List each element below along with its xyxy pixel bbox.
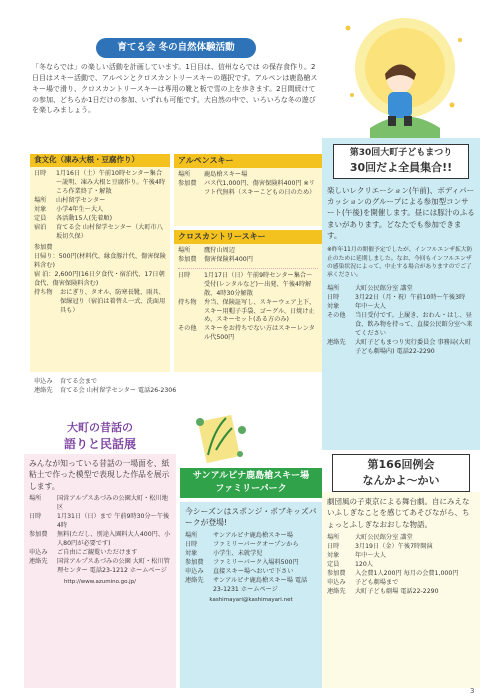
food-culture-panel xyxy=(30,154,170,372)
detail-row xyxy=(185,559,317,568)
food-culture-header: 食文化（凍み大根・豆腐作り） xyxy=(30,154,170,167)
detail-label: 対象 xyxy=(34,205,47,213)
detail-value: 大町子ども劇場 電話22-2290 xyxy=(355,587,439,595)
familypark-title-line1: サンアルピナ鹿島槍スキー場 xyxy=(192,471,310,481)
flower-icon xyxy=(180,400,258,470)
detail-value: 入会費1人200円 毎月の会費1,000円 xyxy=(355,569,459,577)
detail-value: 大町子どもまつり実行委員会 事務局(大町子ども劇場内) 電話22-2290 xyxy=(355,338,471,355)
detail-row xyxy=(34,197,166,206)
bring-value: おにぎり、タオル、防寒長靴、雨具、保線冠り（宿泊は着替え一式、洗面用具も） xyxy=(60,288,166,314)
detail-label: 日時 xyxy=(327,293,340,301)
detail-value: サンアルピナ鹿島槍スキー場 電話23-1231 ホームページ xyxy=(213,576,308,593)
detail-label: 連絡先 xyxy=(29,557,48,565)
detail-label: 参加費 xyxy=(178,179,197,187)
detail-label: 申込み xyxy=(327,578,346,586)
detail-value: 無料(ただし、別途入園料大人400円、小人80円が必要です) xyxy=(57,530,171,547)
detail-value: 1月17日（日）午前9時センター集合～受付(レンタルなど)～出発、午後4時解散、4時30分解散 xyxy=(204,271,313,297)
detail-row xyxy=(327,552,475,561)
meeting-details xyxy=(327,534,475,597)
alpine-header: アルペンスキー xyxy=(174,154,322,168)
detail-row xyxy=(29,513,171,531)
detail-row xyxy=(34,215,166,224)
detail-value: スキーをお持ちでない方はスキーレンタル代500円 xyxy=(204,325,315,342)
detail-label: 連絡先 xyxy=(185,576,204,584)
detail-label: 場所 xyxy=(327,533,340,541)
detail-row xyxy=(327,561,475,570)
familypark-intro: 今シーズンはスポンジ・ボブキッズパークが登場! xyxy=(185,507,317,528)
apply-value: 育てる会まで xyxy=(60,378,98,385)
detail-label: 定員 xyxy=(327,560,340,568)
detail-value: ファミリーパーク入場料500円 xyxy=(213,558,299,566)
detail-row xyxy=(178,325,318,343)
detail-row xyxy=(185,568,317,577)
detail-value: 小学4年生～大人 xyxy=(56,205,104,213)
detail-value: バス代1,000円、傷害保険料400円 ※リフト代無料（スキーこどもの日のため） xyxy=(204,179,316,196)
detail-value: 傷害保険料400円 xyxy=(204,255,253,263)
storytelling-section xyxy=(24,420,176,688)
detail-row xyxy=(327,294,475,303)
apply-label: 申込み xyxy=(34,378,53,385)
ski-common-details xyxy=(178,272,318,344)
detail-value: ご自由にご観覧いただけます xyxy=(57,548,138,556)
meeting-title xyxy=(332,454,470,492)
detail-value: ファミリーパークオープンから xyxy=(213,540,299,548)
detail-label: 場所 xyxy=(29,494,42,502)
storytelling-details xyxy=(29,495,171,576)
detail-row xyxy=(178,171,318,180)
detail-label: 場所 xyxy=(34,196,47,204)
detail-row xyxy=(327,312,475,339)
detail-value: 1月31日（日）まで 午前9時30分～午後4時 xyxy=(57,512,170,529)
festival-section xyxy=(322,138,480,450)
food-culture-details xyxy=(34,170,166,242)
meeting-body xyxy=(322,492,480,688)
detail-value: 年中～大人 xyxy=(355,551,386,559)
detail-label: 持ち物 xyxy=(178,298,197,306)
detail-row xyxy=(327,588,475,597)
detail-row xyxy=(29,531,171,549)
story-intro-box xyxy=(24,454,176,688)
detail-label: その他 xyxy=(327,311,346,319)
detail-label: 申込み xyxy=(29,548,48,556)
detail-value: 弁当、保険証写し、スキーウェア上下、スキー用帽子手袋、ゴーグル、日焼け止め、スキーセット(ある方のみ) xyxy=(204,298,316,324)
festival-note: ※昨年11月の開催予定でしたが、インフルエンザ拡大防止のために延期しました。なお、今回もインフルエンザの感染状況によって、中止する場合がありますのでご了承ください。 xyxy=(327,247,473,279)
festival-title xyxy=(333,144,469,179)
detail-row xyxy=(185,550,317,559)
detail-label: 場所 xyxy=(185,531,198,539)
detail-label: 日時 xyxy=(178,271,191,279)
detail-label: 宿泊 xyxy=(34,223,47,231)
detail-row xyxy=(29,495,171,513)
detail-value: 直接スキー場へおいで下さい xyxy=(213,567,294,575)
winter-title: 育てる会 冬の自然体験活動 xyxy=(96,38,256,58)
detail-label: 参加費 xyxy=(178,255,197,263)
detail-value: 3月22日（月・祝）午前10時～午後3時 xyxy=(355,293,466,301)
detail-value: 小学生、未就学児 xyxy=(213,549,263,557)
detail-row xyxy=(34,206,166,215)
detail-row xyxy=(34,224,166,242)
detail-value: 子ども劇場まで xyxy=(355,578,399,586)
detail-label: 場所 xyxy=(178,170,191,178)
detail-row xyxy=(185,541,317,550)
food-fee-overnight: 宿 泊：2,600円(16日夕食代・宿泊代、17日朝食代、傷害保険料含む) xyxy=(34,270,165,287)
detail-value: 鹿島槍スキー場 xyxy=(204,170,248,178)
detail-value: 大町公民館分室 講堂 xyxy=(355,284,413,292)
moon-girl-illustration xyxy=(330,10,480,145)
detail-value: 山村留学センター xyxy=(56,196,106,204)
alpine-details xyxy=(178,171,318,198)
alpine-panel xyxy=(174,154,322,226)
storytelling-title xyxy=(24,420,176,453)
festival-title-line1: 第30回大町子どもまつり xyxy=(349,148,453,158)
detail-row xyxy=(327,543,475,552)
familypark-title xyxy=(180,468,322,498)
detail-row xyxy=(178,180,318,198)
flower-illustration xyxy=(180,400,258,470)
detail-row xyxy=(327,285,475,294)
festival-intro: 楽しいレクリエーション(午前)、ボディパーカッションのグループによる参加型コンサート(午後)を開催します。昼には豚汁のふるまいがあります。どなたでも参加できます。 xyxy=(327,185,475,240)
detail-label: 定員 xyxy=(34,214,47,222)
page-number: 3 xyxy=(470,687,475,695)
detail-row xyxy=(34,170,166,197)
detail-row xyxy=(178,272,318,299)
festival-title-line2: 30回だよ全員集合!! xyxy=(349,161,453,175)
detail-value: 120人 xyxy=(355,560,373,568)
detail-row xyxy=(327,579,475,588)
food-bring-row xyxy=(34,289,166,316)
meeting-section xyxy=(322,454,480,688)
familypark-section xyxy=(180,468,322,688)
detail-value: 国営アルプスあづみの公園大町・松川地区 xyxy=(57,494,168,511)
detail-value: 鷹狩山周辺 xyxy=(204,246,235,254)
detail-label: 日時 xyxy=(327,542,340,550)
detail-row xyxy=(327,303,475,312)
fee-label: 参加費 xyxy=(34,243,53,251)
detail-label: 連絡先 xyxy=(327,338,346,346)
detail-row xyxy=(178,256,318,265)
detail-row xyxy=(327,534,475,543)
detail-row xyxy=(178,299,318,326)
detail-label: 参加費 xyxy=(185,558,204,566)
moon-girl-icon xyxy=(330,10,480,145)
storytelling-title-main: 語りと民話展 xyxy=(63,436,136,451)
detail-value: 当日受付です。上履き、おわん・はし、昼食、飲み物を持って、直接公民館分室へ来てください xyxy=(355,311,473,337)
detail-value: 大町公民館分室 講堂 xyxy=(355,533,413,541)
detail-row xyxy=(29,549,171,558)
detail-label: 参加費 xyxy=(327,569,346,577)
food-fee-daytrip: 日帰り：500円(材料代、縁食豚汁代、傷害保険料含む) xyxy=(34,252,166,269)
winter-section xyxy=(26,38,322,410)
contact-value: 育てる会 山村留学センター 電話26-2306 xyxy=(60,386,177,394)
detail-value: 国営アルプスあづみの公園 大町・松川管理センター 電話23-1212 ホームページ xyxy=(57,557,170,574)
detail-value: 3月19日（金）午後7時開演 xyxy=(355,542,433,550)
xc-header: クロスカントリースキー xyxy=(174,230,322,244)
detail-row xyxy=(29,558,171,576)
familypark-title-line2: ファミリーパーク xyxy=(215,484,287,495)
detail-label: 対象 xyxy=(185,549,198,557)
detail-label: 日時 xyxy=(29,512,42,520)
detail-row xyxy=(185,532,317,541)
xc-panel xyxy=(174,230,322,372)
detail-label: 場所 xyxy=(178,246,191,254)
detail-row xyxy=(327,339,475,357)
winter-footer xyxy=(34,378,322,396)
detail-label: 対象 xyxy=(327,551,340,559)
detail-row xyxy=(327,570,475,579)
detail-label: 申込み xyxy=(185,567,204,575)
familypark-url[interactable]: kashimayari@kashimayari.net xyxy=(209,597,293,604)
detail-value: 育てる会 山村留学センター（大町市八坂切久保） xyxy=(56,223,163,240)
contact-label: 連絡先 xyxy=(34,386,53,394)
winter-intro: 「冬ならでは」の楽しい活動を計画しています。1日目は、信州ならでは の保存食作り。2日目はスキー活動で、アルペンとクロスカントリースキーの選択です。アルペンは鹿島槍スキー場で滑り、クロスカントリースキーは専用の靴と板で雪の上を歩きます。2日間続けての参加、どちらか1日だけの参加、いずれも可能です。大自然の中で、いろいろな冬の遊びを楽しみましょう。 xyxy=(32,63,318,115)
detail-row xyxy=(185,577,317,595)
xc-details xyxy=(178,247,318,265)
meeting-title-line1: 第166回例会 xyxy=(367,458,435,471)
detail-label: 参加費 xyxy=(29,530,48,538)
detail-label: 日時 xyxy=(34,169,47,177)
familypark-details xyxy=(185,532,317,595)
festival-details xyxy=(327,285,475,357)
detail-value: 年中～大人 xyxy=(355,302,386,310)
detail-label: 連絡先 xyxy=(327,587,346,595)
meeting-title-line2: なんかよ～かい xyxy=(362,473,440,487)
detail-value: サンアルピナ鹿島槍スキー場 xyxy=(213,531,293,539)
storytelling-title-small: 大町の昔話の xyxy=(67,421,133,434)
storytelling-url[interactable]: http://www.azumino.go.jp/ xyxy=(63,578,137,585)
detail-label: 場所 xyxy=(327,284,340,292)
storytelling-intro: みんなが知っている昔話の一場面を、紙粘土で作った模型で表現した作品を展示します。 xyxy=(29,459,170,491)
detail-label: 対象 xyxy=(327,302,340,310)
detail-value: 1月16日（土）午前10時センター集合～説明、凍み大根と豆腐作り。午後4時ころ作業終了・解散 xyxy=(56,169,166,195)
detail-value: 各活動15人(先着順) xyxy=(56,214,113,222)
detail-label: その他 xyxy=(178,325,197,333)
familypark-body xyxy=(180,502,322,688)
bring-label: 持ち物 xyxy=(34,288,53,296)
food-fee-row xyxy=(34,244,166,253)
meeting-intro: 劇団風の子東京による舞台劇。自にみえないふしぎなことを感じてあそびながら、ちょっとふしぎなおおしな物語。 xyxy=(327,497,470,529)
detail-label: 日時 xyxy=(185,540,198,548)
detail-row xyxy=(178,247,318,256)
